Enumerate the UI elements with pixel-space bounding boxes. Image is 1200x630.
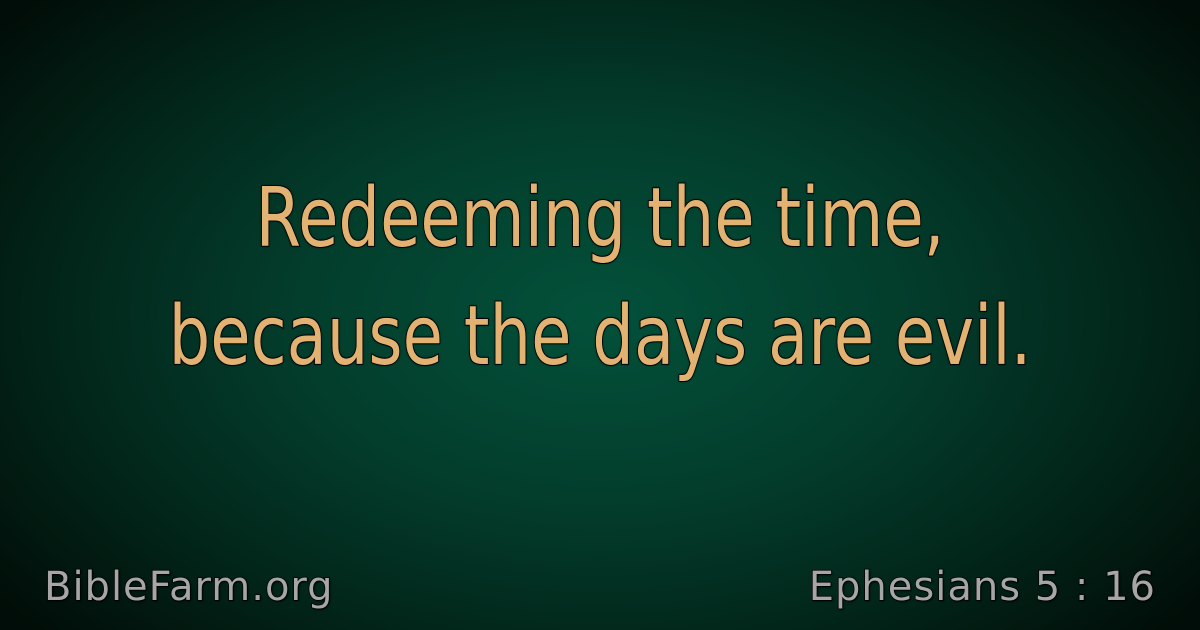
verse-line-1: Redeeming the time,	[255, 171, 945, 266]
verse-line-2: because the days are evil.	[168, 289, 1032, 384]
verse-text	[120, 160, 1080, 396]
scripture-reference: Ephesians 5 : 16	[808, 564, 1156, 610]
site-name: BibleFarm.org	[44, 564, 334, 610]
